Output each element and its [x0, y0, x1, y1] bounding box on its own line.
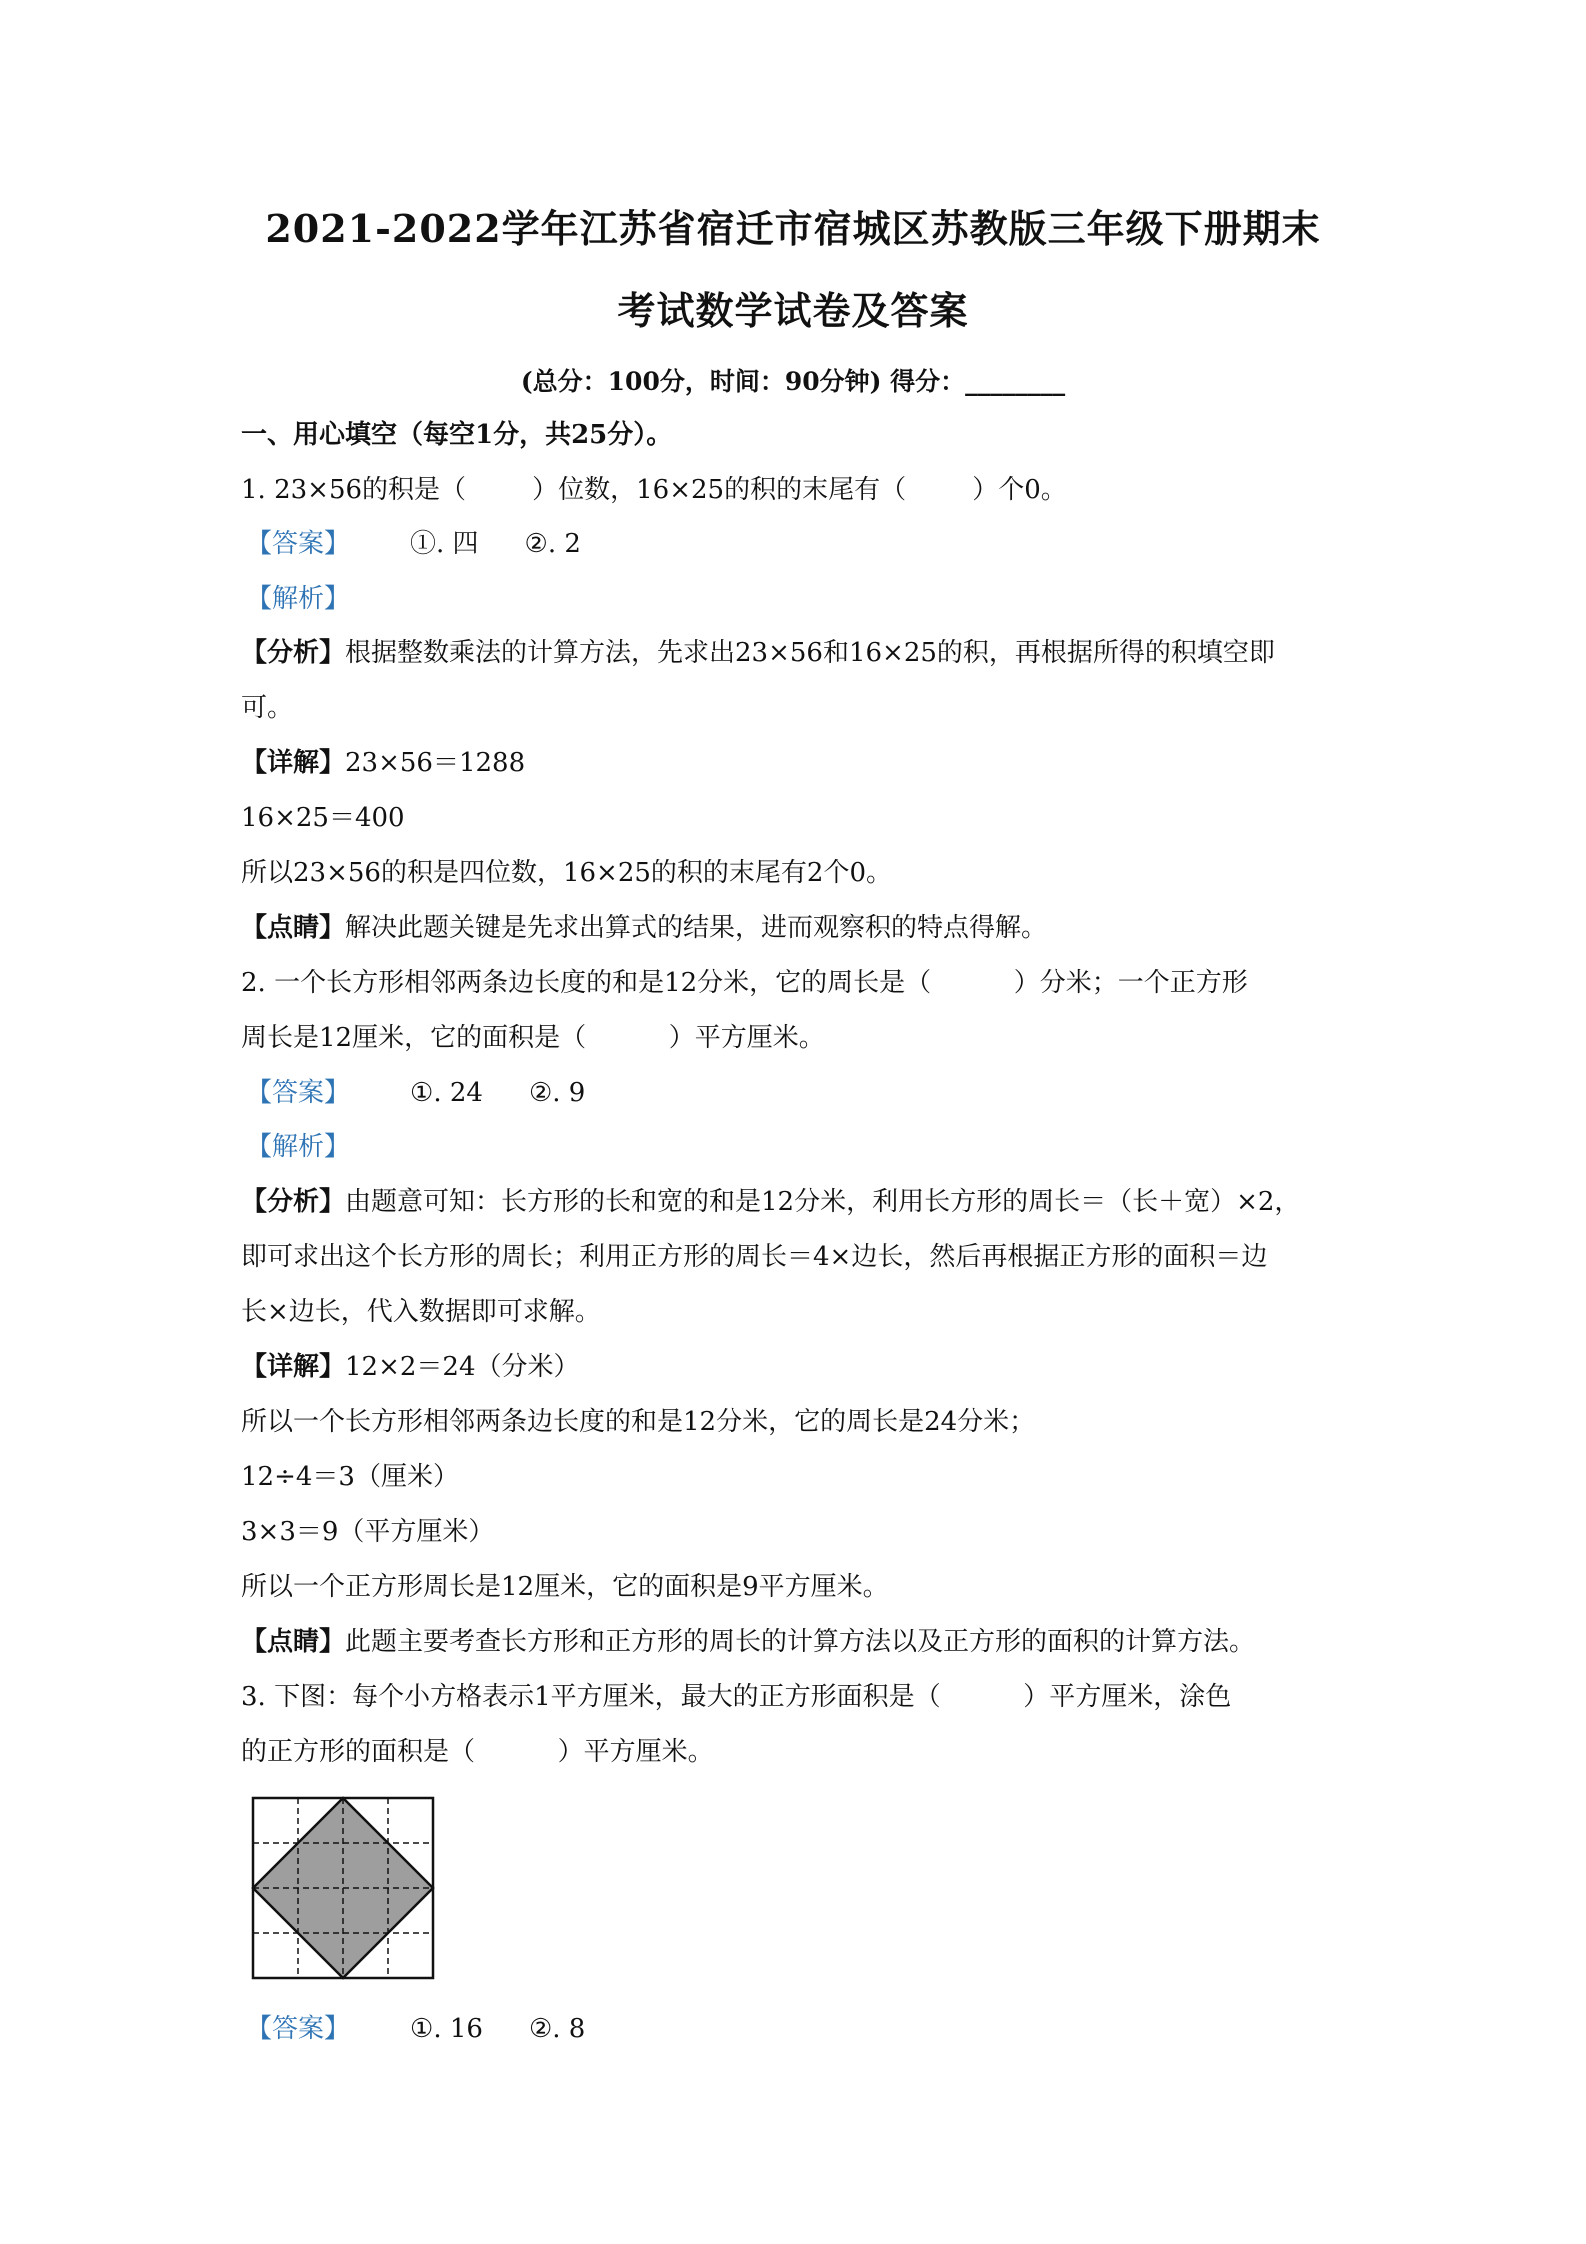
- doc-title-line2: 考试数学试卷及答案: [617, 288, 969, 333]
- q1-dianjing-text: 解决此题关键是先求出算式的结果，进而观察积的特点得解。: [345, 913, 1048, 943]
- jiexi-label: 【解析】: [246, 584, 351, 614]
- q2-xiangjie: [241, 1350, 580, 1384]
- q1-xiangjie: [241, 746, 525, 780]
- fenxi-label: 【分析】: [241, 1187, 346, 1217]
- q1-dianjing: [241, 911, 1047, 945]
- q2-fenxi-text: 由题意可知：长方形的长和宽的和是12分米，利用长方形的周长＝（长＋宽）×2，: [345, 1187, 1301, 1217]
- q2-question-line1: 2. 一个长方形相邻两条边长度的和是12分米，它的周长是（ ）分米；一个正方形: [241, 968, 1248, 998]
- q1-xiangjie-text: 23×56＝1288: [345, 748, 526, 778]
- q1-fenxi: [241, 636, 1275, 670]
- q3-answer-2: ②. 8: [528, 2014, 586, 2044]
- q2-dianjing: [241, 1625, 1255, 1659]
- q3-question-line2: 的正方形的面积是（ ）平方厘米。: [241, 1737, 714, 1767]
- q2-question-line2: 周长是12厘米，它的面积是（ ）平方厘米。: [241, 1023, 825, 1053]
- q2-xiangjie-text: 12×2＝24（分米）: [345, 1352, 580, 1382]
- q2-answer-1: ①. 24: [410, 1078, 483, 1108]
- q1-answer-2: ②. 2: [524, 529, 581, 559]
- answer-label: 【答案】: [246, 529, 351, 559]
- doc-title-line1: 2021-2022学年江苏省宿迁市宿城区苏教版三年级下册期末: [265, 206, 1321, 251]
- answer-label: 【答案】: [246, 1078, 351, 1108]
- xiangjie-label: 【详解】: [241, 748, 346, 778]
- q3-question-line1: 3. 下图：每个小方格表示1平方厘米，最大的正方形面积是（ ）平方厘米，涂色: [241, 1682, 1232, 1712]
- q2-answer-row: [246, 1076, 585, 1110]
- grid-figure: [250, 1795, 436, 1981]
- q1-calc-line: 16×25＝400: [241, 803, 405, 833]
- q3-answer-1: ①. 16: [410, 2014, 483, 2044]
- q1-conclusion: 所以23×56的积是四位数，16×25的积的末尾有2个0。: [241, 858, 892, 888]
- q2-dianjing-text: 此题主要考查长方形和正方形的周长的计算方法以及正方形的面积的计算方法。: [345, 1627, 1256, 1657]
- q1-fenxi-text: 根据整数乘法的计算方法，先求出23×56和16×25的积，再根据所得的积填空即: [345, 638, 1275, 668]
- q1-question: 1. 23×56的积是（ ）位数，16×25的积的末尾有（ ）个0。: [241, 475, 1067, 505]
- q2-fenxi-cont-2: 长×边长，代入数据即可求解。: [241, 1297, 601, 1327]
- answer-label: 【答案】: [246, 2014, 351, 2044]
- q2-line-area: 3×3＝9（平方厘米）: [241, 1517, 495, 1547]
- q2-fenxi-cont-1: 即可求出这个长方形的周长；利用正方形的周长＝4×边长，然后再根据正方形的面积＝边: [241, 1242, 1268, 1272]
- xiangjie-label: 【详解】: [241, 1352, 346, 1382]
- q1-fenxi-cont: 可。: [241, 693, 294, 723]
- q2-line-side: 12÷4＝3（厘米）: [241, 1462, 459, 1492]
- dianjing-label: 【点睛】: [241, 1627, 346, 1657]
- fenxi-label: 【分析】: [241, 638, 346, 668]
- q2-answer-2: ②. 9: [528, 1078, 586, 1108]
- section-heading: 一、用心填空（每空1分，共25分）。: [241, 420, 673, 450]
- q2-line-perimeter: 所以一个长方形相邻两条边长度的和是12分米，它的周长是24分米；: [241, 1407, 1036, 1437]
- jiexi-label: 【解析】: [246, 1132, 351, 1162]
- q2-conclusion: 所以一个正方形周长是12厘米，它的面积是9平方厘米。: [241, 1572, 889, 1602]
- q2-fenxi: [241, 1185, 1300, 1219]
- q1-answer-row: [246, 527, 581, 561]
- q3-answer-row: [246, 2012, 585, 2046]
- dianjing-label: 【点睛】: [241, 913, 346, 943]
- score-info: (总分：100分，时间：90分钟) 得分：________: [520, 367, 1066, 396]
- q1-answer-1: ①. 四: [410, 529, 479, 559]
